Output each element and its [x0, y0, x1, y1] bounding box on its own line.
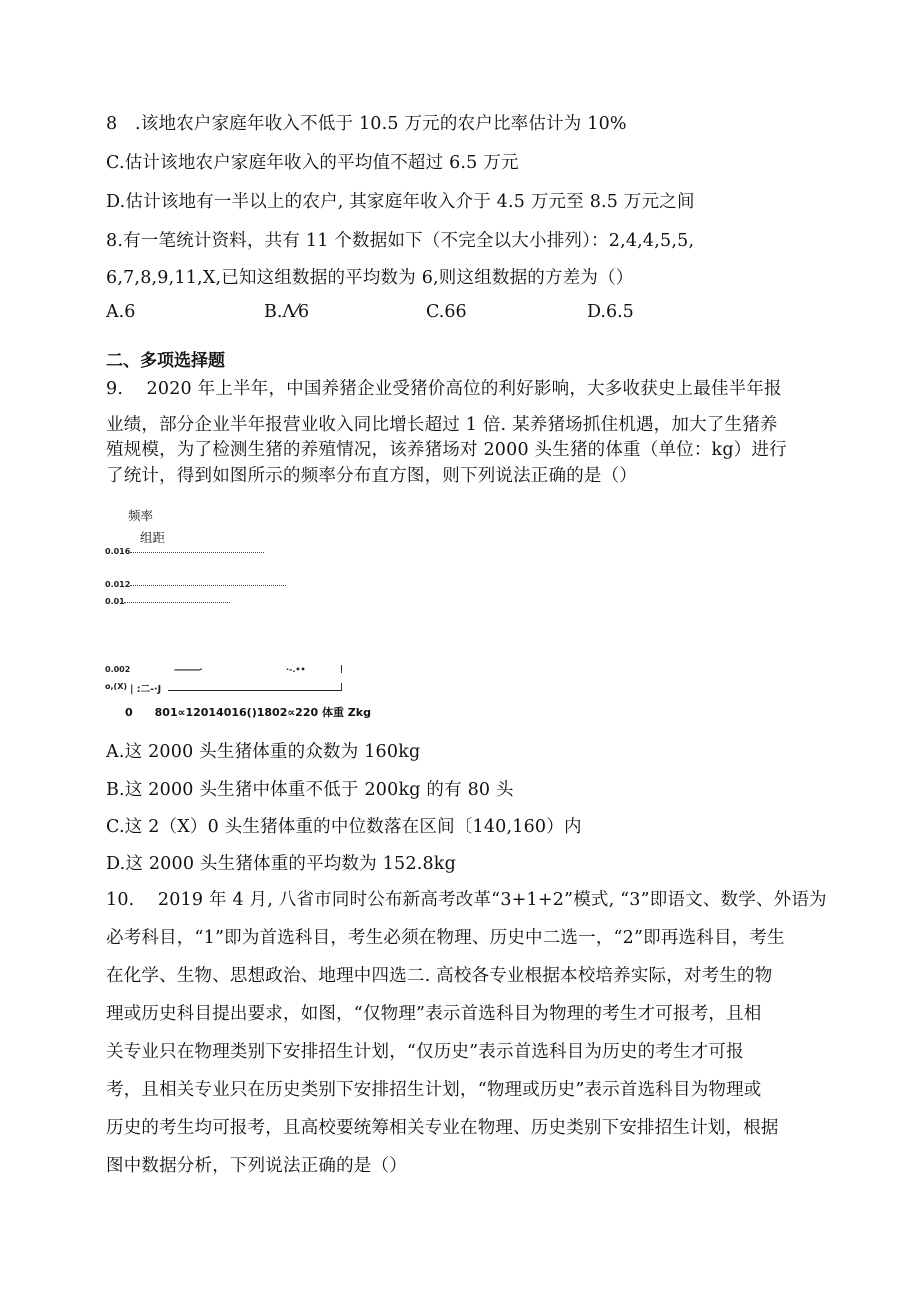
gridline-0-012 — [130, 585, 286, 586]
histogram-ylabel-top: 频率 — [128, 508, 154, 523]
histogram-artifact-dash-2: ·-.•• — [286, 665, 306, 674]
histogram-x-axis-label: 0 801∝12014016()1802∝220 体重 Zkg — [125, 706, 371, 719]
q10-stem-line-1: 10. 2019 年 4 月, 八省市同时公布新高考改革“3+1+2”模式, “3”即语文、数学、外语为 — [106, 890, 827, 910]
histogram-ylabel-bottom: 组距 — [140, 530, 166, 545]
y-tick-0-01: 0.01 — [105, 597, 125, 606]
q10-stem-line-3: 在化学、生物、思想政治、地理中四选二. 高校各专业根据本校培养实际，对考生的物 — [106, 966, 773, 986]
gridline-0-01 — [124, 602, 230, 603]
q9-option-d: D.这 2000 头生猪体重的平均数为 152.8kg — [106, 854, 456, 874]
histogram-bar-mark-lower: | — [340, 682, 343, 691]
q7-option-b: 8 .该地农户家庭年收入不低于 10.5 万元的农户比率估计为 10% — [106, 114, 627, 134]
y-tick-0-002: 0.002 — [105, 665, 131, 674]
q8-option-c: C.66 — [426, 302, 467, 322]
q10-stem-line-2: 必考科目，“1”即为首选科目，考生必须在物理、历史中二选一，“2”即再选科目，考生 — [106, 928, 785, 948]
histogram-base-glyph: | :二-·J — [130, 684, 162, 695]
section-heading: 二、多项选择题 — [106, 351, 225, 371]
y-tick-0-016: 0.016 — [105, 547, 131, 556]
q10-stem-line-4: 理或历史科目提出要求，如图，“仅物理”表示首选科目为物理的考生才可报考，且相 — [106, 1004, 762, 1024]
q8-option-b: B.Λ⁄6 — [264, 302, 310, 322]
q7-option-d: D.估计该地有一半以上的农户, 其家庭年收入介于 4.5 万元至 8.5 万元之间 — [106, 192, 695, 212]
q9-stem-line-2: 业绩，部分企业半年报营业收入同比增长超过 1 倍. 某养猪场抓住机遇，加大了生猪养 — [106, 415, 778, 435]
q8-stem-line-2: 6,7,8,9,11,X,已知这组数据的平均数为 6,则这组数据的方差为（） — [106, 268, 634, 288]
q9-stem-line-4: 了统计，得到如图所示的频率分布直方图，则下列说法正确的是（） — [106, 466, 637, 486]
q9-stem-line-3: 殖规模，为了检测生猪的养殖情况，该养猪场对 2000 头生猪的体重（单位：kg）进行 — [106, 440, 787, 460]
q10-stem-line-6: 考，且相关专业只在历史类别下安排招生计划，“物理或历史”表示首选科目为物理或 — [106, 1080, 762, 1100]
q10-stem-line-5: 关专业只在物理类别下安排招生计划，“仅历史”表示首选科目为历史的考生才可报 — [106, 1042, 744, 1062]
q8-stem-line-1: 8.有一笔统计资料，共有 11 个数据如下（不完全以大小排列）：2,4,4,5,5, — [106, 231, 695, 251]
gridline-0-016 — [130, 552, 264, 553]
q8-option-a: A.6 — [106, 302, 136, 322]
q10-stem-line-8: 图中数据分析，下列说法正确的是（） — [106, 1156, 407, 1176]
histogram-x-axis-line — [168, 690, 342, 691]
q9-option-a: A.这 2000 头生猪体重的众数为 160kg — [106, 742, 421, 762]
q9-option-b: B.这 2000 头生猪中体重不低于 200kg 的有 80 头 — [106, 780, 514, 800]
q9-stem-line-1: 9. 2020 年上半年，中国养猪企业受猪价高位的利好影响，大多收获史上最佳半年报 — [106, 379, 782, 399]
histogram-artifact-dash-1: -----------· — [174, 665, 202, 674]
y-tick-origin: o,(X) — [105, 682, 128, 691]
q9-option-c: C.这 2（X）0 头生猪体重的中位数落在区间〔140,160）内 — [106, 817, 582, 837]
q10-stem-line-7: 历史的考生均可报考，且高校要统筹相关专业在物理、历史类别下安排招生计划，根据 — [106, 1118, 779, 1138]
histogram-bar-mark-upper: | — [340, 664, 343, 673]
q8-option-d: D.6.5 — [587, 302, 634, 322]
y-tick-0-012: 0.012 — [105, 580, 131, 589]
q7-option-c: C.估计该地农户家庭年收入的平均值不超过 6.5 万元 — [106, 153, 519, 173]
